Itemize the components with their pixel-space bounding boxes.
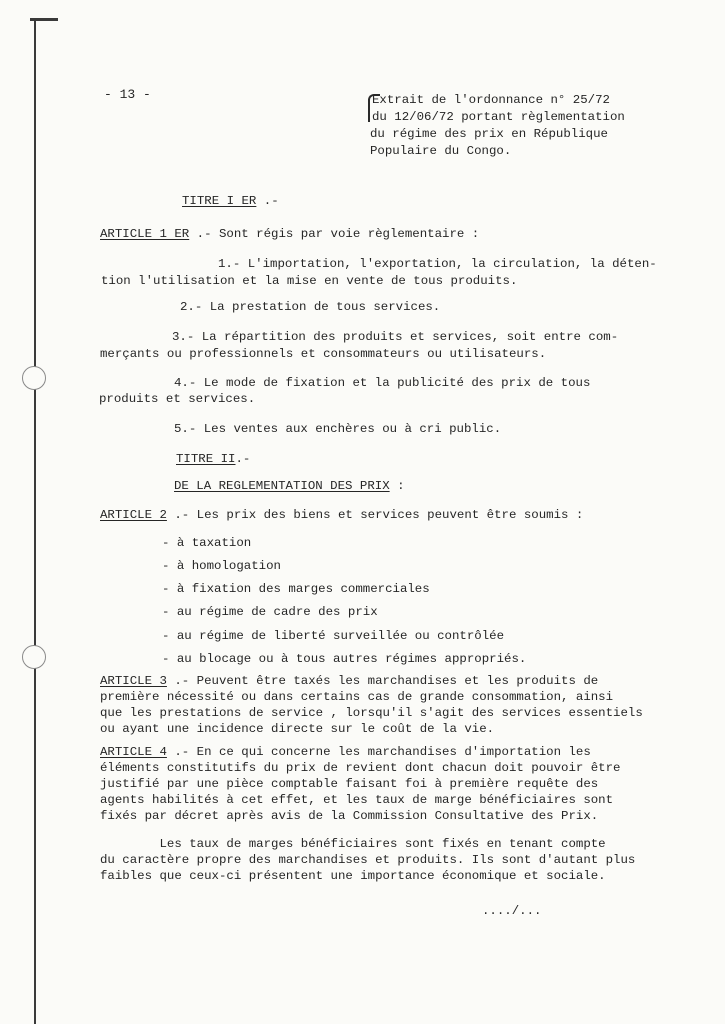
- article-2-list-item: - au régime de liberté surveillée ou contrôlée: [162, 629, 505, 643]
- punch-hole: [22, 366, 46, 390]
- header-line: du régime des prix en République: [370, 127, 608, 141]
- article-2-list-item: - à fixation des marges commerciales: [162, 582, 430, 596]
- closing-paragraph-line: faibles que ceux-ci présentent une importance économique et sociale.: [100, 869, 606, 883]
- article-1-intro: [100, 226, 479, 243]
- article-4-line: justifié par une pièce comptable faisant foi à première requête des: [100, 777, 599, 791]
- title-ii-suffix: .-: [235, 452, 251, 466]
- article-1-item-2: 2.- La prestation de tous services.: [180, 300, 441, 314]
- article-2-list-item: - au blocage ou à tous autres régimes appropriés.: [162, 652, 527, 666]
- article-2-intro: [100, 507, 583, 524]
- closing-paragraph-line: du caractère propre des marchandises et produits. Ils sont d'autant plus: [100, 853, 636, 867]
- section-heading: [174, 478, 405, 495]
- article-2-intro-text: .- Les prix des biens et services peuvent être soumis :: [166, 508, 584, 522]
- article-4-first-text: .- En ce qui concerne les marchandises d'importation les: [166, 745, 591, 759]
- article-2-label: ARTICLE 2: [100, 508, 167, 522]
- article-2-list-item: - à taxation: [162, 536, 252, 550]
- article-4-line: éléments constitutifs du prix de revient dont chacun doit pouvoir être: [100, 761, 621, 775]
- header-line: Populaire du Congo.: [370, 144, 512, 158]
- article-1-intro-text: .- Sont régis par voie règlementaire :: [189, 227, 480, 241]
- article-3-first-text: .- Peuvent être taxés les marchandises et les produits de: [166, 674, 599, 688]
- article-1-item-5: 5.- Les ventes aux enchères ou à cri public.: [174, 422, 502, 436]
- corner-mark: [30, 18, 58, 21]
- article-1-item-1-cont: tion l'utilisation et la mise en vente de tous produits.: [101, 274, 518, 288]
- section-heading-suffix: :: [389, 479, 405, 493]
- article-3-label: ARTICLE 3: [100, 674, 167, 688]
- article-4-label: ARTICLE 4: [100, 745, 167, 759]
- title-i-suffix: .-: [256, 194, 279, 208]
- article-2-list-item: - au régime de cadre des prix: [162, 605, 378, 619]
- article-3-line: que les prestations de service , lorsqu'il s'agit des services essentiels: [100, 706, 643, 720]
- article-1-label: ARTICLE 1 ER: [100, 227, 190, 241]
- continuation-mark: ..../...: [482, 904, 542, 918]
- article-1-item-4: 4.- Le mode de fixation et la publicité des prix de tous: [174, 376, 591, 390]
- punch-hole: [22, 645, 46, 669]
- section-heading-text: DE LA REGLEMENTATION DES PRIX: [174, 479, 390, 493]
- article-4-line: fixés par décret après avis de la Commission Consultative des Prix.: [100, 809, 599, 823]
- header-line: du 12/06/72 portant règlementation: [372, 110, 625, 124]
- article-3-line: ou ayant une incidence directe sur le coût de la vie.: [100, 722, 495, 736]
- title-ii-text: TITRE II: [176, 452, 236, 466]
- article-4-line: agents habilités à cet effet, et les taux de marge bénéficiaires sont: [100, 793, 614, 807]
- binder-line: [34, 18, 36, 1024]
- article-1-item-1: 1.- L'importation, l'exportation, la circulation, la déten-: [218, 257, 657, 271]
- title-ii: [176, 451, 250, 468]
- article-1-item-3-cont: merçants ou professionnels et consommateurs ou utilisateurs.: [100, 347, 547, 361]
- article-1-item-4-cont: produits et services.: [99, 392, 256, 406]
- title-i-text: TITRE I ER: [182, 194, 257, 208]
- header-line: Extrait de l'ordonnance n° 25/72: [372, 93, 610, 107]
- page-number: - 13 -: [104, 87, 151, 102]
- closing-paragraph-line: Les taux de marges bénéficiaires sont fixés en tenant compte: [100, 837, 606, 851]
- article-2-list-item: - à homologation: [162, 559, 281, 573]
- article-1-item-3: 3.- La répartition des produits et services, soit entre com-: [172, 330, 619, 344]
- article-4-first-line: [100, 744, 591, 761]
- title-i: [182, 193, 279, 210]
- article-3-line: première nécessité ou dans certains cas de grande consommation, ainsi: [100, 690, 614, 704]
- article-3-first-line: [100, 673, 598, 690]
